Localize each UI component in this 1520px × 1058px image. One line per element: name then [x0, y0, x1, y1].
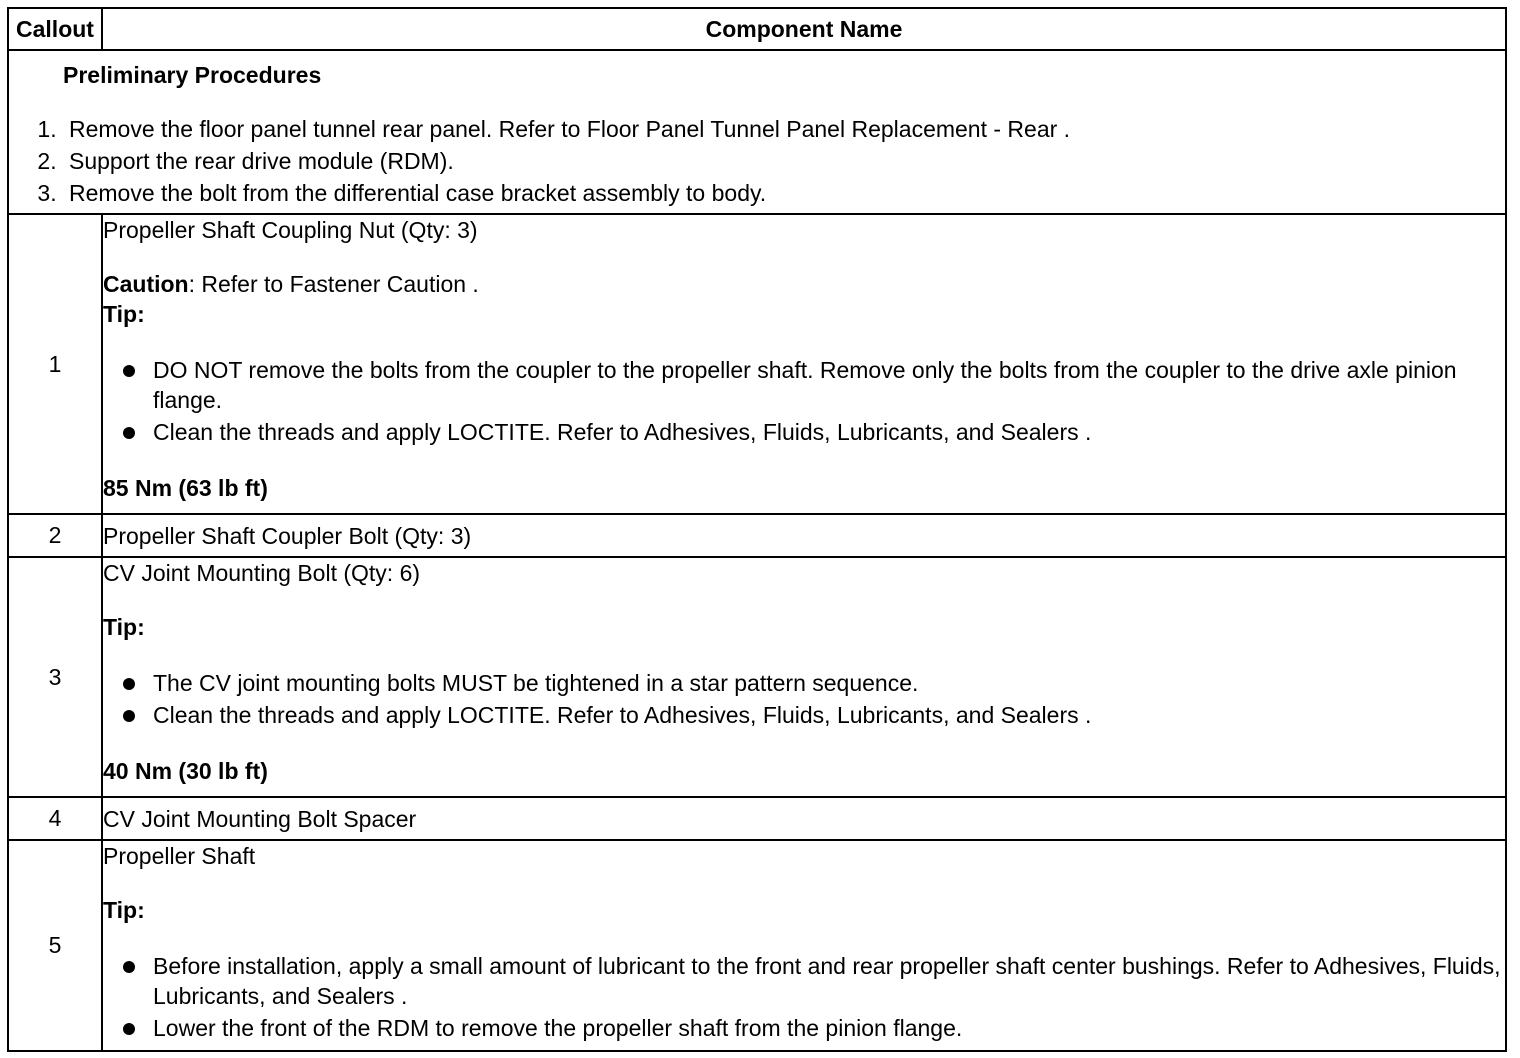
- tip-list: [103, 355, 1505, 447]
- tip-item: Lower the front of the RDM to remove the propeller shaft from the pinion flange.: [153, 1013, 1505, 1043]
- table-row: [8, 557, 1506, 797]
- table-row: [8, 797, 1506, 840]
- callout-number: 4: [8, 797, 102, 840]
- component-name: Propeller Shaft Coupling Nut (Qty: 3): [103, 217, 478, 243]
- component-name: Propeller Shaft Coupler Bolt (Qty: 3): [102, 514, 1506, 557]
- callout-number: 5: [8, 840, 102, 1051]
- preliminary-row: [8, 50, 1506, 214]
- component-table: [7, 7, 1507, 1052]
- component-cell: [102, 214, 1506, 514]
- callout-number: 3: [8, 557, 102, 797]
- caution-text: : Refer to Fastener Caution .: [188, 271, 479, 297]
- torque-spec: 40 Nm (30 lb ft): [103, 758, 268, 784]
- component-cell: [102, 557, 1506, 797]
- callout-number: 1: [8, 214, 102, 514]
- tip-item: The CV joint mounting bolts MUST be tightened in a star pattern sequence.: [153, 668, 1505, 698]
- callout-number: 2: [8, 514, 102, 557]
- tip-list: [103, 668, 1505, 730]
- preliminary-step: 1. Remove the floor panel tunnel rear panel. Refer to Floor Panel Tunnel Panel Replacement - Rear .: [63, 113, 1495, 145]
- preliminary-step: 3. Remove the bolt from the differential case bracket assembly to body.: [63, 177, 1495, 209]
- table-row: [8, 840, 1506, 1051]
- component-cell: [102, 840, 1506, 1051]
- tip-item: Before installation, apply a small amount of lubricant to the front and rear propeller shaft center bushings. Refer to Adhesives, Fluids, Lubricants, and Sealers .: [153, 951, 1505, 1011]
- table-row: [8, 214, 1506, 514]
- component-name-header: Component Name: [102, 8, 1506, 50]
- component-name: CV Joint Mounting Bolt (Qty: 6): [103, 560, 421, 586]
- tip-item: DO NOT remove the bolts from the coupler to the propeller shaft. Remove only the bolts from the coupler to the drive axle pinion flange.: [153, 355, 1505, 415]
- caution-line: [103, 269, 1505, 299]
- tip-item: Clean the threads and apply LOCTITE. Refer to Adhesives, Fluids, Lubricants, and Sealers .: [153, 417, 1505, 447]
- preliminary-cell: [8, 50, 1506, 214]
- component-name: CV Joint Mounting Bolt Spacer: [102, 797, 1506, 840]
- torque-spec: 85 Nm (63 lb ft): [103, 475, 268, 501]
- caution-label: Caution: [103, 271, 189, 297]
- tip-label: Tip:: [103, 301, 145, 327]
- tip-label: Tip:: [103, 614, 145, 640]
- table-row: [8, 514, 1506, 557]
- component-name: Propeller Shaft: [103, 843, 256, 869]
- tip-label: Tip:: [103, 897, 145, 923]
- preliminary-title: Preliminary Procedures: [63, 62, 322, 88]
- table-header-row: [8, 8, 1506, 50]
- preliminary-steps: [25, 113, 1495, 209]
- tip-item: Clean the threads and apply LOCTITE. Refer to Adhesives, Fluids, Lubricants, and Sealers .: [153, 700, 1505, 730]
- tip-list: [103, 951, 1505, 1043]
- preliminary-step: 2. Support the rear drive module (RDM).: [63, 145, 1495, 177]
- callout-header: Callout: [8, 8, 102, 50]
